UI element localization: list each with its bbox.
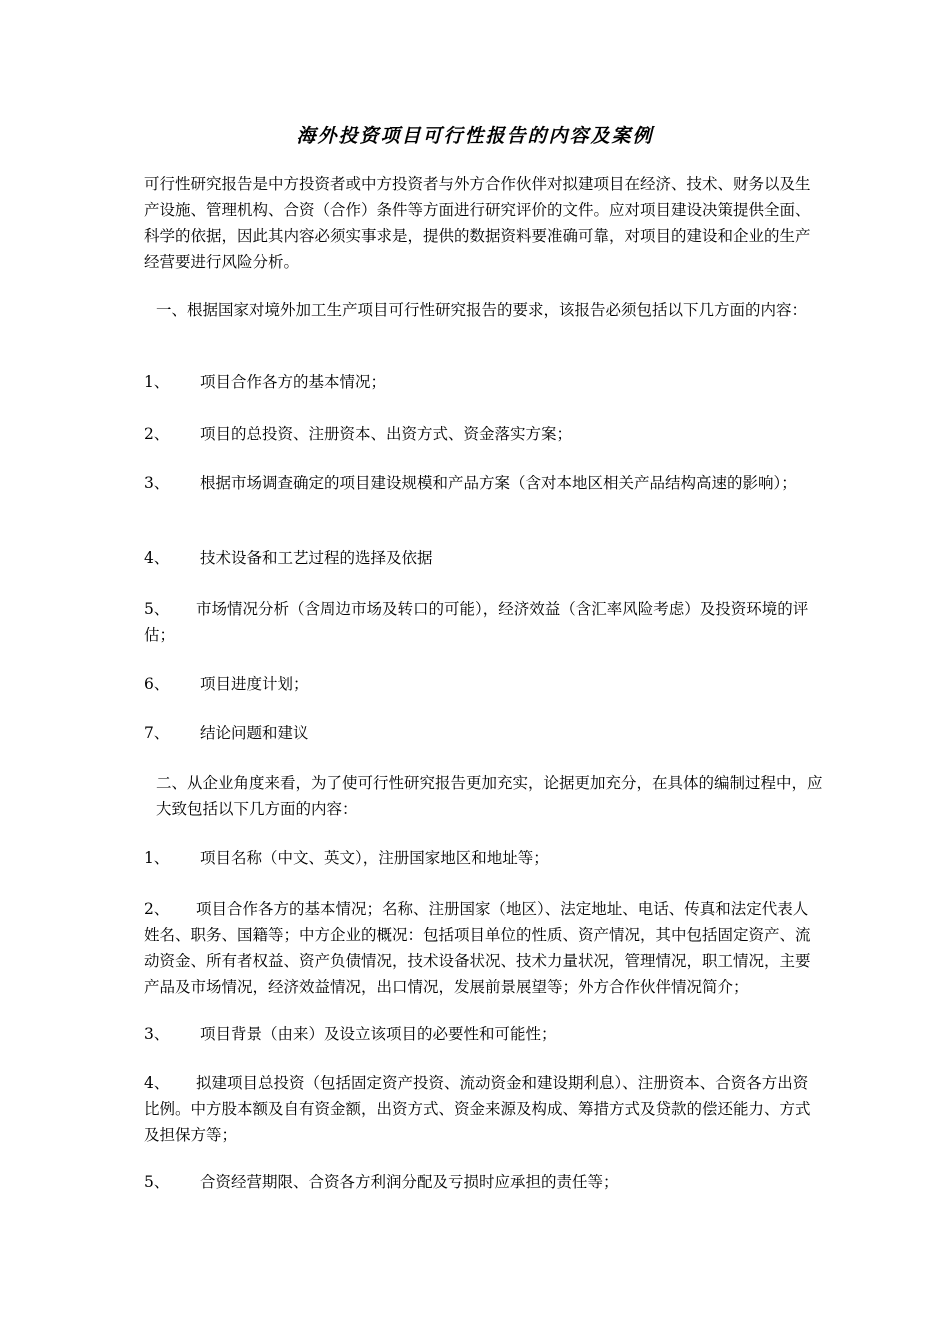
list-item: 1、 项目合作各方的基本情况； bbox=[144, 373, 387, 391]
list-item: 6、 项目进度计划； bbox=[144, 675, 309, 693]
list-item: 2、 项目合作各方的基本情况；名称、注册国家（地区）、法定地址、电话、传真和法定代表人姓名、职务、国籍等；中方企业的概况：包括项目单位的性质、资产情况，其中包括固定资产、流动资金、所有者权益、资产负债情况，技术设备状况、技术力量状况，管理情况，职工情况，主要产品及市场情况，经济效益情况，出口情况，发展前景展望等；外方合作伙伴情况简介； bbox=[144, 900, 811, 996]
document-title: 海外投资项目可行性报告的内容及案例 bbox=[296, 125, 654, 147]
list-item: 1、 项目名称（中文、英文），注册国家地区和地址等； bbox=[144, 849, 549, 867]
section1-heading: 一、根据国家对境外加工生产项目可行性研究报告的要求，该报告必须包括以下几方面的内容： bbox=[156, 301, 808, 319]
list-item: 3、 项目背景（由来）及设立该项目的必要性和可能性； bbox=[144, 1025, 557, 1043]
list-item: 5、 市场情况分析（含周边市场及转口的可能），经济效益（含汇率风险考虑）及投资环境的评估； bbox=[144, 600, 809, 644]
intro-paragraph: 可行性研究报告是中方投资者或中方投资者与外方合作伙伴对拟建项目在经济、技术、财务以及生产设施、管理机构、合资（合作）条件等方面进行研究评价的文件。应对项目建设决策提供全面、科学的依据，因此其内容必须实事求是，提供的数据资料要准确可靠，对项目的建设和企业的生产经营要进行风险分析。 bbox=[144, 175, 811, 271]
section2-heading: 二、从企业角度来看，为了使可行性研究报告更加充实，论据更加充分，在具体的编制过程中，应大致包括以下几方面的内容： bbox=[156, 774, 823, 818]
list-item: 3、 根据市场调查确定的项目建设规模和产品方案（含对本地区相关产品结构高速的影响）； bbox=[144, 474, 797, 492]
list-item: 4、 拟建项目总投资（包括固定资产投资、流动资金和建设期利息）、注册资本、合资各方出资比例。中方股本额及自有资金额，出资方式、资金来源及构成、筹措方式及贷款的偿还能力、方式及担保方等； bbox=[144, 1074, 811, 1144]
list-item: 5、 合资经营期限、合资各方利润分配及亏损时应承担的责任等； bbox=[144, 1173, 619, 1191]
list-item: 7、 结论问题和建议 bbox=[144, 724, 309, 742]
list-item: 4、 技术设备和工艺过程的选择及依据 bbox=[144, 549, 433, 567]
list-item: 2、 项目的总投资、注册资本、出资方式、资金落实方案； bbox=[144, 425, 573, 443]
